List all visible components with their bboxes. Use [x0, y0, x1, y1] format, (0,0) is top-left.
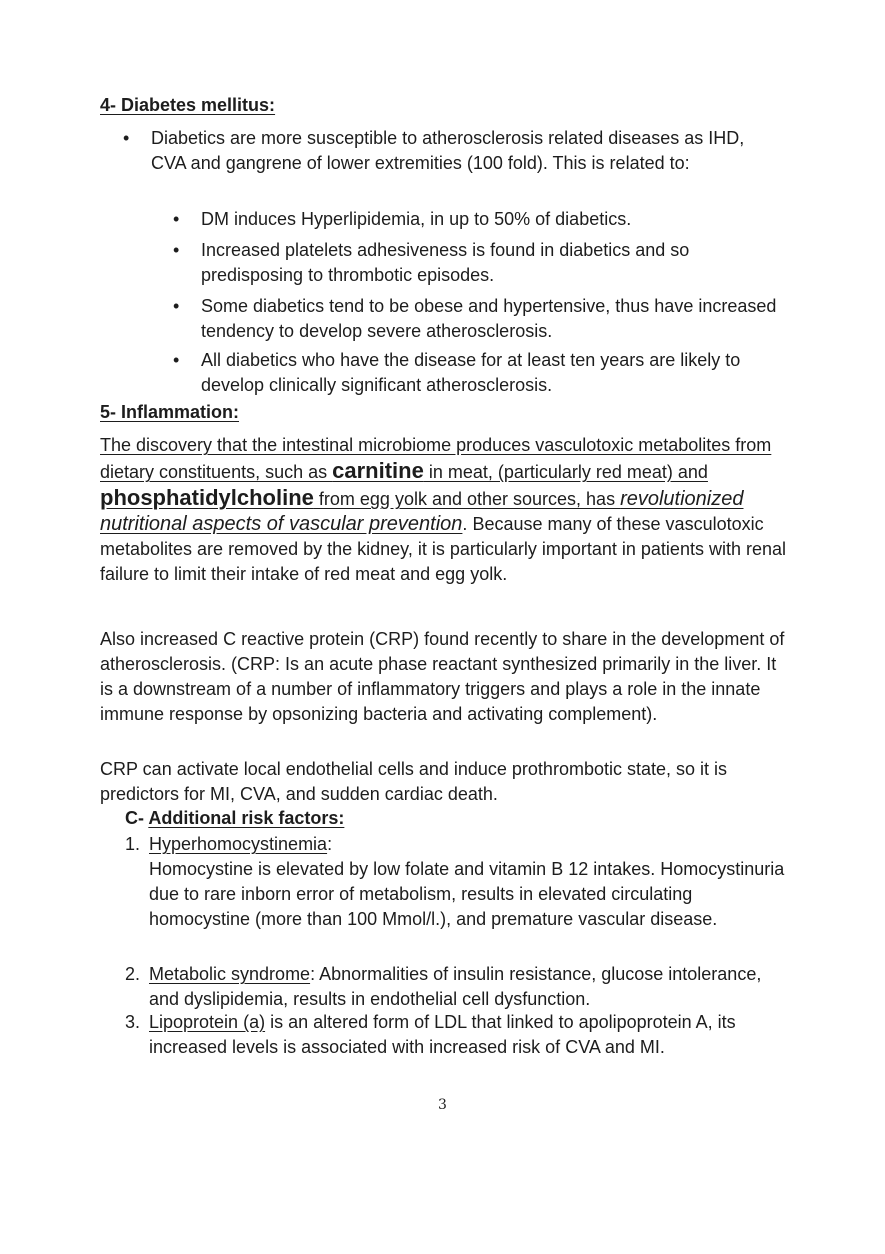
risk-factor-item [125, 1010, 785, 1060]
item-title-line [149, 832, 785, 857]
p1-end: . [462, 514, 468, 534]
c-prefix: C- [125, 808, 149, 828]
diabetes-intro-text: Diabetics are more susceptible to atherosclerosis related diseases as IHD, CVA and gangrene of lower extremities (100 fold). This is related to: [151, 128, 745, 173]
diabetes-sub-bullet-text: DM induces Hyperlipidemia, in up to 50% of diabetics. [201, 209, 632, 229]
diabetes-intro-bullet [123, 126, 763, 176]
item-sep: : [327, 834, 333, 854]
p1-part3: from egg yolk and other sources, has [313, 489, 621, 509]
item-body [149, 1010, 785, 1060]
bullet-dot-icon: • [173, 296, 180, 316]
bullet-dot-icon: • [123, 128, 130, 148]
bullet-dot-icon: • [173, 209, 180, 229]
item-description: Abnormalities of insulin resistance, glucose intolerance, and dyslipidemia, results in endothelial cell dysfunction. [149, 964, 762, 1009]
item-body [149, 832, 785, 932]
metabolic-syndrome-term: Metabolic syndrome [149, 964, 311, 984]
diabetes-sub-bullet-text: Some diabetics tend to be obese and hypertensive, thus have increased tendency to develop severe atherosclerosis. [201, 296, 777, 341]
diabetes-sub-bullet-text: Increased platelets adhesiveness is found in diabetics and so predisposing to thrombotic episodes. [201, 240, 690, 285]
p1-part2: in meat, (particularly red meat) and [423, 462, 708, 482]
item-number: 2. [125, 964, 141, 984]
revolutionized-phrase: revolutionized nutritional aspects of vascular prevention [100, 488, 744, 535]
page-number: 3 [438, 1097, 447, 1113]
bullet-dot-icon: • [173, 350, 180, 370]
inflammation-heading: 5- Inflammation: [100, 402, 240, 422]
risk-factor-item [125, 832, 785, 932]
item-description: is an altered form of LDL that linked to apolipoprotein A, its increased levels is associated with increased risk of CVA and MI. [149, 1012, 736, 1057]
inflammation-paragraph-2: Also increased C reactive protein (CRP) found recently to share in the development of atherosclerosis. (CRP: Is an acute phase reactant synthesized primarily in the liver. It is a downstream of a number of inflammatory triggers and plays a role in the innate immune response by opsonizing bacteria and activating complement). [100, 629, 785, 724]
diabetes-sub-bullet [173, 294, 778, 344]
diabetes-sub-bullet [173, 348, 778, 398]
lipoprotein-a-term: Lipoprotein (a) [149, 1012, 266, 1032]
item-description: Homocystine is elevated by low folate and vitamin B 12 intakes. Homocystinuria due to rare inborn error of metabolism, results in elevated circulating homocystine (more than 100 Mmol/l.), and premature vascular disease. [149, 859, 785, 929]
bullet-dot-icon: • [173, 240, 180, 260]
risk-factor-item [125, 962, 785, 1012]
item-body [149, 962, 785, 1012]
inflammation-paragraph-1 [100, 433, 790, 587]
diabetes-sub-bullet-text: All diabetics who have the disease for at least ten years are likely to develop clinically significant atherosclerosis. [201, 350, 741, 395]
additional-risk-heading [125, 808, 344, 829]
diabetes-heading: 4- Diabetes mellitus: [100, 95, 276, 115]
inflammation-paragraph-3: CRP can activate local endothelial cells and induce prothrombotic state, so it is predictors for MI, CVA, and sudden cardiac death. [100, 759, 728, 804]
hyperhomocystinemia-term: Hyperhomocystinemia [149, 834, 328, 854]
diabetes-sub-bullet [173, 207, 778, 232]
diabetes-sub-bullet [173, 238, 778, 288]
item-sep: : [310, 964, 316, 984]
carnitine-term: carnitine [332, 458, 424, 483]
additional-heading-text: Additional risk factors: [148, 808, 345, 828]
p1-rest: Because many of these vasculotoxic metabolites are removed by the kidney, it is particularly important in patients with renal failure to limit their intake of red meat and egg yolk. [100, 514, 786, 584]
phosphatidylcholine-term: phosphatidylcholine [100, 485, 314, 510]
item-number: 1. [125, 834, 141, 854]
p1-part1: The discovery that the intestinal microbiome produces vasculotoxic metabolites from dietary constituents, such as [100, 435, 772, 482]
item-number: 3. [125, 1012, 141, 1032]
